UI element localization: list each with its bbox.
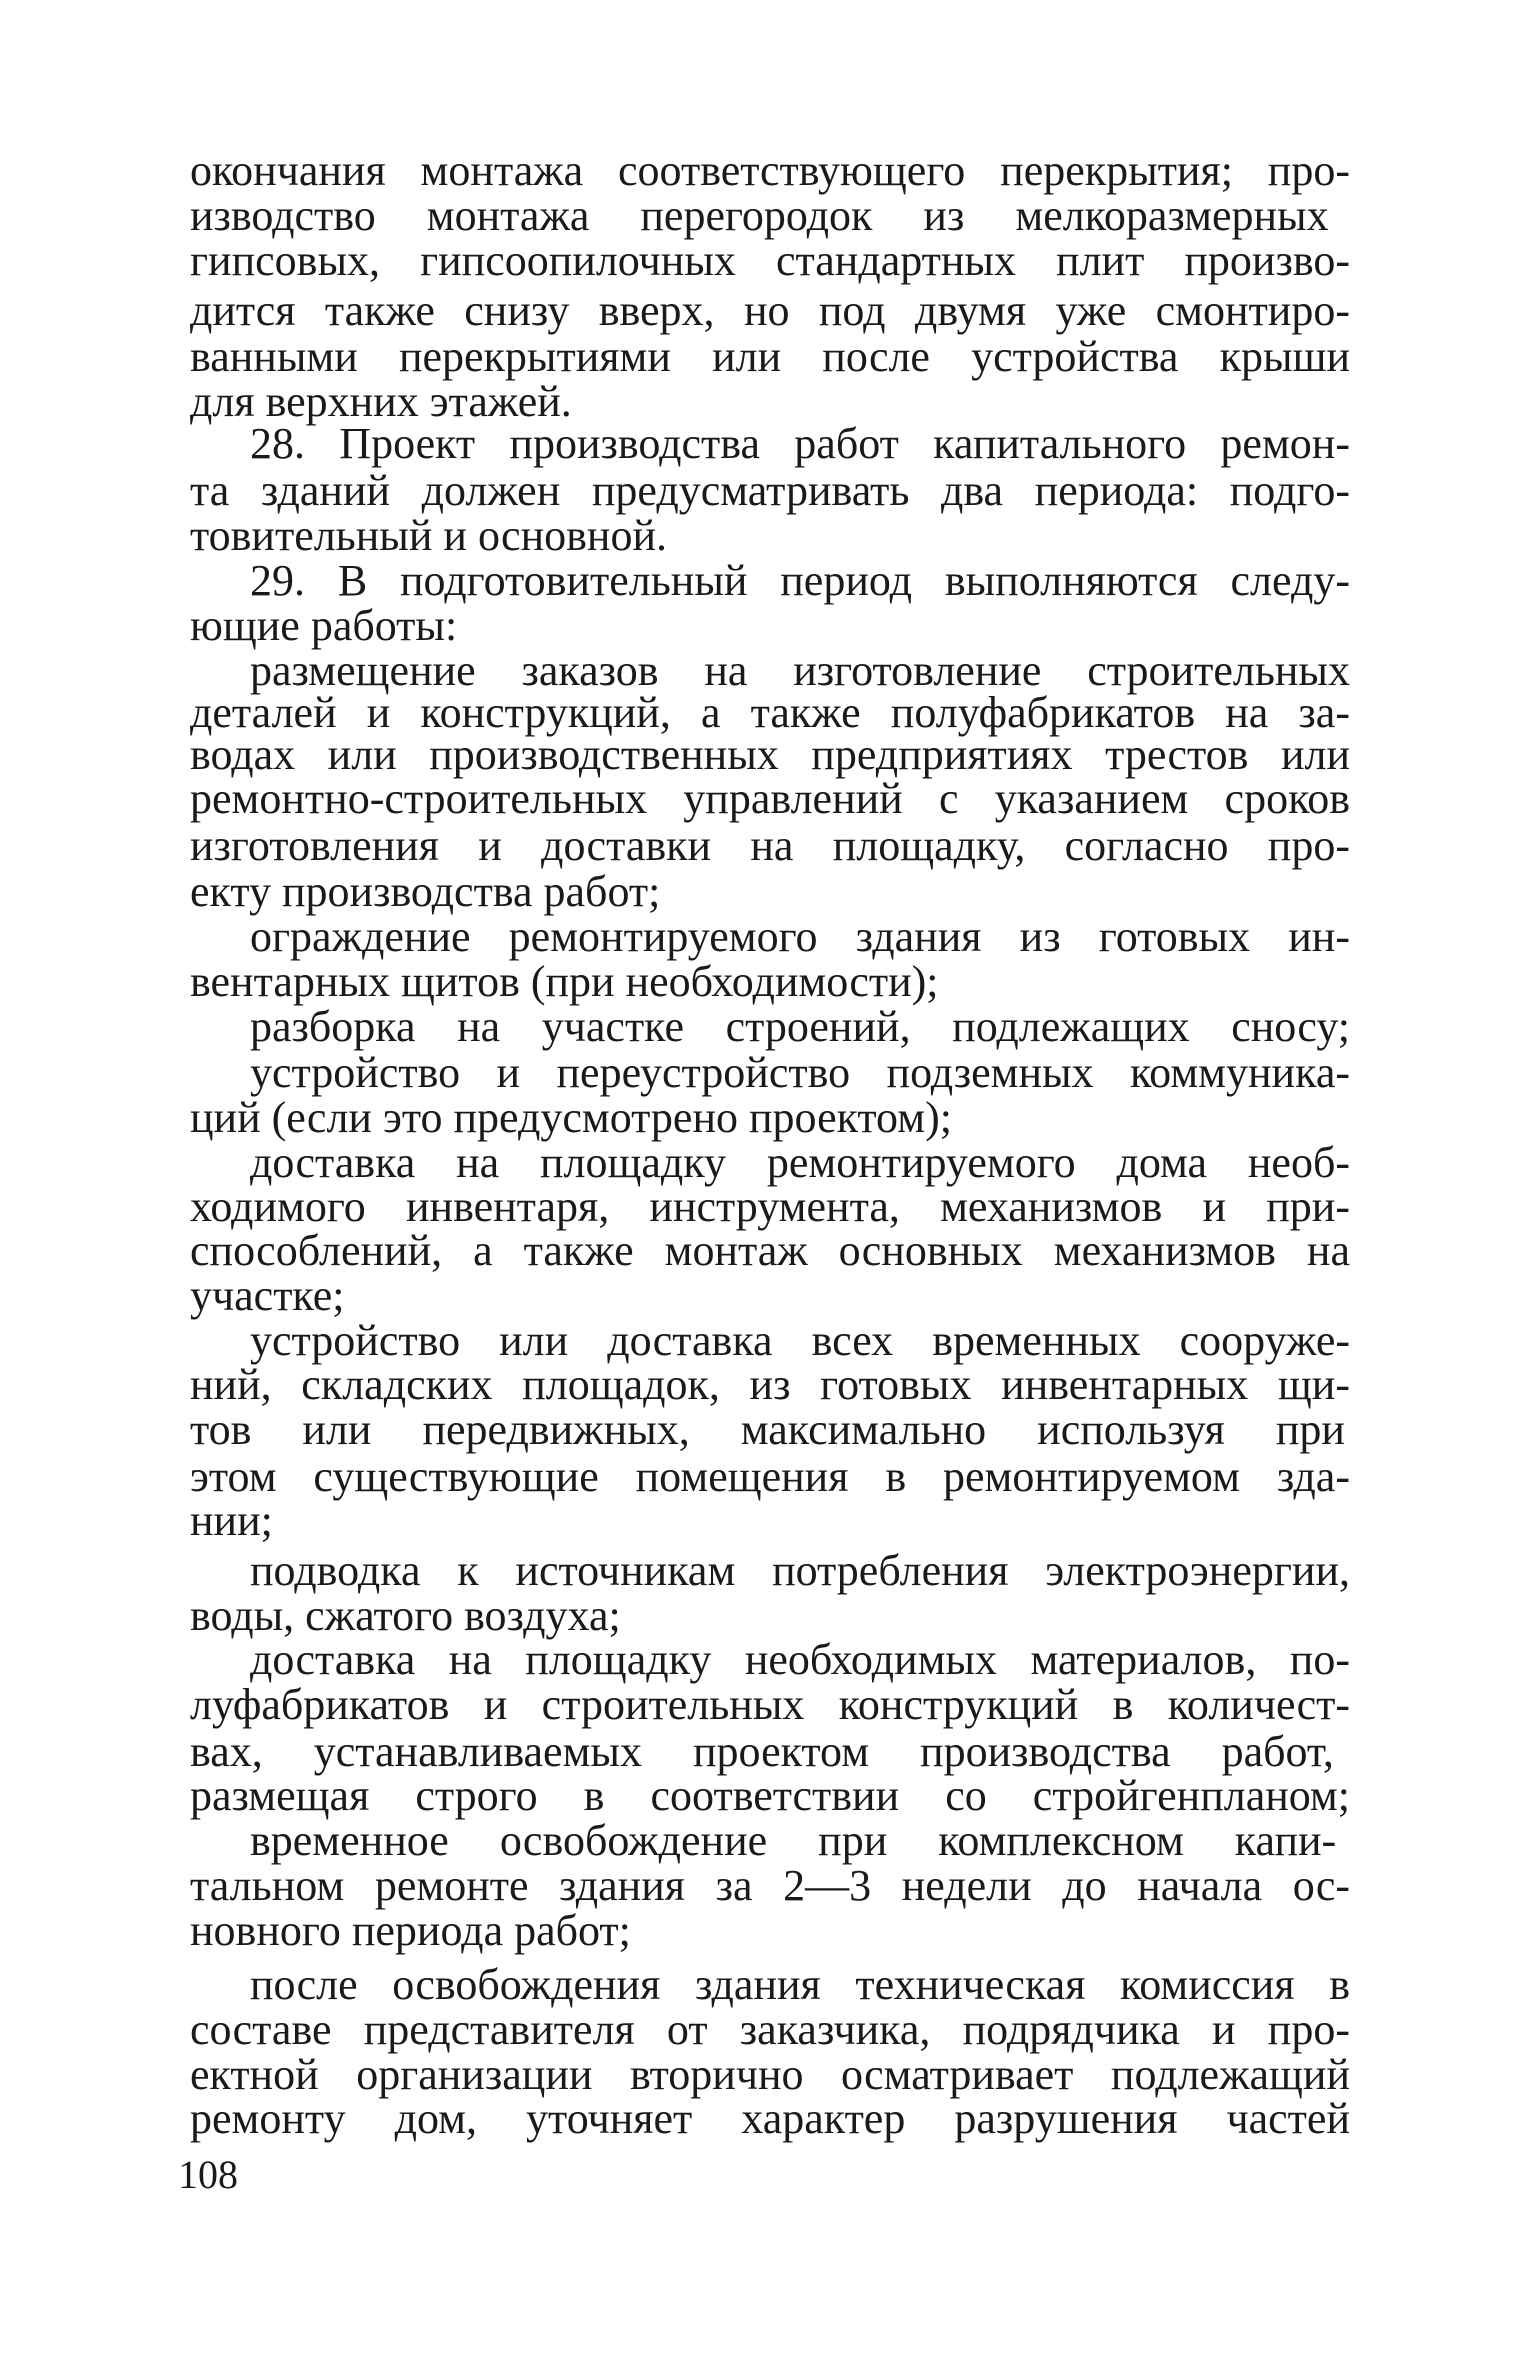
text-line: ходимого инвентаря, инструмента, механизмов и при- <box>190 1182 1350 1232</box>
text-line: ремонту дом, уточняет характер разрушения частей <box>190 2094 1350 2144</box>
text-line: гипсовых, гипсоопилочных стандартных плит произво- <box>190 236 1350 286</box>
text-line: изводство монтажа перегородок из мелкоразмерных <box>190 191 1329 241</box>
text-line: вентарных щитов (при необходимости); <box>190 956 939 1006</box>
text-line: ремонтно-строительных управлений с указанием сроков <box>190 774 1350 824</box>
text-line: ющие работы: <box>190 600 458 650</box>
text-line: дится также снизу вверх, но под двумя уже смонтиро- <box>190 285 1350 335</box>
text-line: ний, складских площадок, из готовых инвентарных щи- <box>190 1360 1350 1410</box>
text-line: луфабрикатов и строительных конструкций в количест- <box>190 1680 1350 1730</box>
text-line: для верхних этажей. <box>190 376 572 426</box>
text-line: устройство и переустройство подземных коммуника- <box>250 1047 1350 1097</box>
text-line: размещая строго в соответствии со стройгенпланом; <box>190 1771 1350 1821</box>
text-line: после освобождения здания техническая комиссия в <box>250 1959 1350 2009</box>
text-line: ций (если это предусмотрено проектом); <box>190 1092 952 1142</box>
text-line: устройство или доставка всех временных сооруже- <box>250 1315 1350 1365</box>
text-line: та зданий должен предусматривать два периода: подго- <box>190 466 1350 516</box>
text-line: тальном ремонте здания за 2—3 недели до начала ос- <box>190 1861 1350 1911</box>
text-line: тов или передвижных, максимально используя при <box>190 1405 1345 1455</box>
text-line: доставка на площадку необходимых материалов, по- <box>250 1635 1350 1685</box>
text-line: доставка на площадку ремонтируемого дома необ- <box>250 1137 1350 1187</box>
text-line: окончания монтажа соответствующего перекрытия; про- <box>190 146 1350 196</box>
text-line: 29. В подготовительный период выполняются следу- <box>250 556 1350 606</box>
text-line: участке; <box>190 1270 345 1320</box>
text-line: вах, устанавливаемых проектом производства работ, <box>190 1726 1334 1776</box>
text-line: деталей и конструкций, а также полуфабрикатов на за- <box>190 687 1350 737</box>
text-line: составе представителя от заказчика, подрядчика и про- <box>190 2004 1350 2054</box>
text-line: новного периода работ; <box>190 1906 631 1956</box>
text-line: товительный и основной. <box>190 511 667 561</box>
text-line: изготовления и доставки на площадку, согласно про- <box>190 820 1350 870</box>
text-line: размещение заказов на изготовление строительных <box>250 645 1350 695</box>
text-line: этом существующие помещения в ремонтируемом зда- <box>190 1451 1350 1501</box>
text-line: ограждение ремонтируемого здания из готовых ин- <box>250 911 1350 961</box>
text-line: 28. Проект производства работ капитального ремон- <box>250 418 1350 468</box>
text-line: подводка к источникам потребления электроэнергии, <box>250 1545 1350 1595</box>
text-line: разборка на участке строений, подлежащих сносу; <box>250 1001 1350 1051</box>
text-line: ванными перекрытиями или после устройства крыши <box>190 331 1350 381</box>
text-line: способлений, а также монтаж основных механизмов на <box>190 1225 1350 1275</box>
text-line: екту производства работ; <box>190 867 661 917</box>
text-line: водах или производственных предприятиях трестов или <box>190 729 1350 779</box>
text-line: временное освобождение при комплексном капи- <box>250 1816 1337 1866</box>
text-line: ектной организации вторично осматривает подлежащий <box>190 2049 1350 2099</box>
page-number: 108 <box>178 2152 238 2197</box>
text-line: воды, сжатого воздуха; <box>190 1590 621 1640</box>
text-line: нии; <box>190 1496 273 1546</box>
